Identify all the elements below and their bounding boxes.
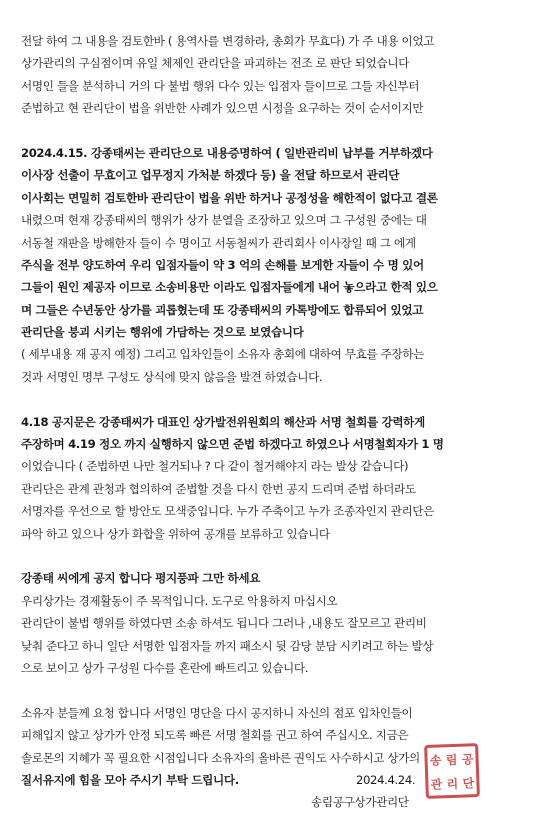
seal-glyph: 리 <box>446 776 459 791</box>
text-line: 이사회는 면밀히 검토한바 관리단이 법을 위반 하거나 공정성을 해한적이 없다고 결론 <box>21 190 438 205</box>
text-line: 소유자 분들께 요청 합니다 서명인 명단을 다시 공지하니 자신의 점포 입차인들이 <box>21 705 413 720</box>
paragraph-4 <box>21 567 543 679</box>
text-line: 주장하며 4.19 정오 까지 실행하지 않으면 준법 하겠다고 하였으나 서명철회자가 1 명 <box>21 437 444 452</box>
official-seal <box>424 743 480 799</box>
text-line: 파악 하고 있으나 상가 화합을 위하여 공개를 보류하고 있습니다 <box>21 526 330 541</box>
text-line: ( 세부내용 재 공지 예정) 그리고 입차인들이 소유자 총회에 대하여 무효를 주장하는 <box>21 347 425 362</box>
text-line: 서명인 들을 분석하니 거의 다 불법 행위 다수 있는 입점자 들이므로 그들 자신부터 <box>21 78 420 93</box>
text-line: 서명자를 우선으로 할 방안도 모색중입니다. 누가 주축이고 누가 조종자인지 관리단은 <box>21 504 435 519</box>
text-line: 준법하고 현 관리단이 법을 위반한 사례가 있으면 시정을 요구하는 것이 순서이지만 <box>21 101 424 116</box>
text-line: 며 그들은 수년동안 상가를 괴롭혔는데 또 강종태씨의 카톡방에도 합류되어 있었고 <box>21 302 424 317</box>
seal-glyph: 림 <box>445 752 458 767</box>
seal-glyph: 단 <box>462 775 475 791</box>
text-line: 것과 서명인 명부 구성도 상식에 맞지 않음을 발견 하였습니다. <box>21 369 323 384</box>
text-line: 관리단이 불법 행위를 하였다면 소송 하셔도 됩니다 그러나 ,내용도 잘모르고 관리비 <box>21 616 427 631</box>
text-line: 4.18 공지문은 강종태씨가 대표인 상가발전위원회의 해산과 서명 철회를 강력하게 <box>21 414 425 429</box>
text-line: 서동철 재판을 방해한자 들이 수 명이고 서동철씨가 관리회사 이사장일 때 그 에게 <box>21 235 416 250</box>
text-line: 피해입지 않고 상가가 안정 되도록 빠른 서명 철회를 권고 하여 주십시오. 지금은 <box>21 728 409 743</box>
text-line: 강종태 씨에게 공지 합니다 평지풍파 그만 하세요 <box>21 571 261 586</box>
text-line: 이었습니다 ( 준법하면 나만 철거되나 ? 다 같이 철거해야지 라는 발상 같습니다) <box>21 459 409 474</box>
text-line: 주식을 전부 양도하여 우리 입점자들이 약 3 억의 손해를 보게한 자들이 수 명 있어 <box>21 257 424 272</box>
text-line: 그들이 원인 제공자 이므로 소송비용만 이라도 입점자들에게 내어 놓으라고 한적 있으 <box>21 280 438 295</box>
text-line: 이사장 선출이 무효이고 업무정지 가처분 하겠다 등) 을 전달 하므로서 관리단 <box>21 168 400 183</box>
paragraph-2 <box>21 142 543 388</box>
text-line: 2024.4.15. 강종태씨는 관리단으로 내용증명하여 ( 일반관리비 납부를 거부하겠다 <box>21 145 433 160</box>
text-line: 으로 보이고 상가 구성원 다수를 혼란에 빠트리고 있습니다. <box>21 660 309 675</box>
seal-glyph: 공 <box>461 751 474 767</box>
text-line: 우리상가는 경제활동이 주 목적입니다. 도구로 악용하지 마십시오 <box>21 593 338 608</box>
paragraph-1 <box>21 30 543 120</box>
text-line: 내렸으며 현재 강종태씨의 행위가 상가 분열을 조장하고 있으며 그 구성원 중에는 대 <box>21 213 427 228</box>
seal-glyph: 송 <box>429 752 442 768</box>
text-line: 낮춰 준다고 하니 일단 서명한 입점자들 까지 패소시 뒷 감당 분담 시키려고 하는 발상 <box>21 638 434 653</box>
paragraph-3 <box>21 411 543 545</box>
notice-date: 2024.4.24. <box>356 772 416 787</box>
text-line: 관리단을 붕괴 시키는 행위에 가담하는 것으로 보였습니다 <box>21 325 304 340</box>
text-line: 관리단은 관계 관청과 협의하여 준법할 것을 다시 한번 공지 드리며 준법 하더라도 <box>21 481 416 496</box>
text-line: 질서유지에 힘을 모아 주시기 부탁 드립니다. <box>21 772 239 787</box>
text-line: 전달 하여 그 내용을 검토한바 ( 용역사를 변경하라, 총회가 무효다) 가 주 내용 이었고 <box>21 34 435 48</box>
seal-glyph: 관 <box>430 776 443 792</box>
issuer-name: 송림공구상가관리단 <box>311 795 409 810</box>
text-line: 상가관리의 구심점이며 유일 체제인 관리단을 파괴하는 전조 로 판단 되었습니다 <box>21 56 410 71</box>
text-line: 솔로몬의 지혜가 꼭 필요한 시점입니다 소유자의 올바른 권익도 사수하시고 상가의 <box>21 750 420 765</box>
